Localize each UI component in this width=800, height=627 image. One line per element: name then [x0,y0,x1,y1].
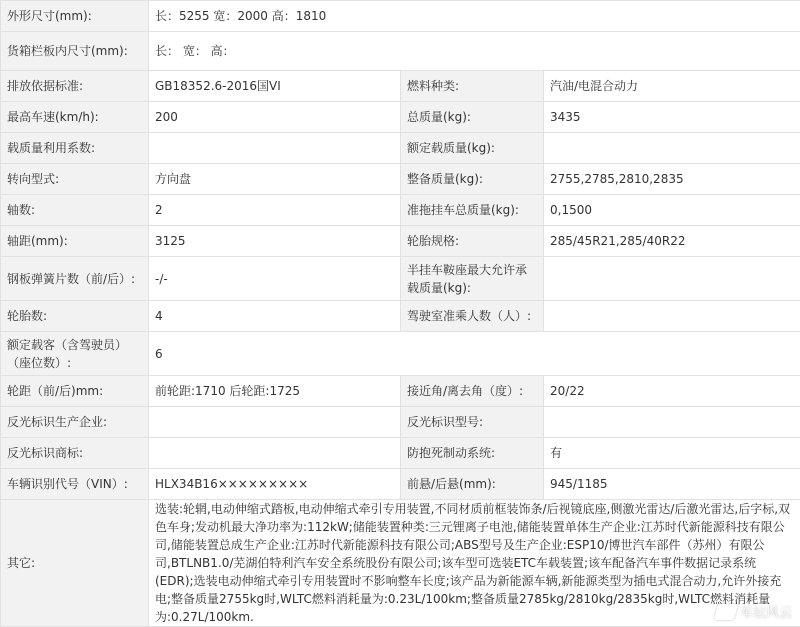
spec-label: 半挂车鞍座最大允许承载质量(kg): [401,257,544,301]
table-row [1,407,800,438]
table-row [1,376,800,407]
spec-label: 轮胎规格: [401,226,544,257]
spec-label: 转向型式: [1,164,149,195]
spec-value: 285/45R21,285/40R22 [544,226,800,257]
spec-label: 整备质量(kg): [401,164,544,195]
spec-value: 3125 [149,226,401,257]
spec-value: 200 [149,102,401,133]
spec-label: 额定载质量(kg): [401,133,544,164]
spec-label: 轴距(mm): [1,226,149,257]
spec-value [544,257,800,301]
table-row [1,500,800,627]
table-row [1,102,800,133]
table-row [1,164,800,195]
spec-value: 2755,2785,2810,2835 [544,164,800,195]
spec-label: 总质量(kg): [401,102,544,133]
table-row [1,195,800,226]
spec-value: 方向盘 [149,164,401,195]
table-row [1,133,800,164]
table-row [1,257,800,301]
spec-label: 排放依据标准: [1,71,149,102]
spec-value: 20/22 [544,376,800,407]
spec-label: 反光标识型号: [401,407,544,438]
spec-value: 前轮距:1710 后轮距:1725 [149,376,401,407]
spec-label: 轴数: [1,195,149,226]
table-row [1,301,800,332]
spec-value [149,133,401,164]
watermark [716,602,792,621]
spec-value [149,407,401,438]
spec-label: 钢板弹簧片数（前/后）: [1,257,149,301]
spec-value: HLX34B16××××××××× [149,469,401,500]
camera-logo-icon [714,604,738,620]
spec-label: 载质量利用系数: [1,133,149,164]
spec-label: 反光标识商标: [1,438,149,469]
spec-label: 驾驶室准乘人数（人）: [401,301,544,332]
spec-value: 945/1185 [544,469,800,500]
spec-label: 燃料种类: [401,71,544,102]
spec-label: 轮胎数: [1,301,149,332]
spec-label: 车辆识别代号（VIN）: [1,469,149,500]
spec-label: 接近角/离去角（度）: [401,376,544,407]
spec-value [544,407,800,438]
spec-label: 最高车速(km/h): [1,102,149,133]
spec-label: 准拖挂车总质量(kg): [401,195,544,226]
spec-value [149,438,401,469]
spec-value: 长： 宽： 高： [149,32,800,71]
table-row [1,226,800,257]
spec-label: 前悬/后悬(mm): [401,469,544,500]
spec-label: 反光标识生产企业: [1,407,149,438]
spec-value: 汽油/电混合动力 [544,71,800,102]
table-row [1,469,800,500]
spec-value: 长：5255 宽：2000 高：1810 [149,1,800,32]
spec-label: 货箱栏板内尺寸(mm): [1,32,149,71]
spec-value: 4 [149,301,401,332]
spec-value: 6 [149,332,800,376]
table-row [1,32,800,71]
spec-label: 轮距（前/后)mm: [1,376,149,407]
table-row [1,1,800,32]
other-label: 其它: [1,500,149,627]
spec-value: 3435 [544,102,800,133]
spec-value: GB18352.6-2016国VI [149,71,401,102]
other-notes: 选装:轮辋,电动伸缩式踏板,电动伸缩式牵引专用装置,不同材质前框装饰条/后视镜底座,侧激光雷达/后激光雷达,后字标,双色车身;发动机最大净功率为:112kW;储能装置种类:三元锂离子电池,储能装置单体生产企业:江苏时代新能源科技有限公司,储能装置总成生产企业:江苏时代新能源科技有限公司;ABS型号及生产企业:ESP10/博世汽车部件（苏州）有限公司,BTLNB1.0/芜湖伯特利汽车安全系统股份有限公司;该车型可选装ETC车载装置;该车配备汽车事件数据记录系统(EDR);选装电动伸缩式牵引专用装置时不影响整车长度;该产品为新能源车辆,新能源类型为插电式混合动力,允许外接充电;整备质量2755kg时,WLTC燃料消耗量为:0.23L/100km;整备质量2785kg/2810kg/2835kg时,WLTC燃料消耗量为:0.27L/100km. [149,500,800,627]
spec-value: -/- [149,257,401,301]
spec-value: 2 [149,195,401,226]
spec-label: 防抱死制动系统: [401,438,544,469]
table-row [1,438,800,469]
spec-value [544,301,800,332]
table-row [1,332,800,376]
spec-value: 0,1500 [544,195,800,226]
spec-value: 有 [544,438,800,469]
spec-label: 外形尺寸(mm): [1,1,149,32]
table-row [1,71,800,102]
watermark-text: 车坛风云 [740,602,792,621]
spec-label: 额定载客（含驾驶员）（座位数）: [1,332,149,376]
spec-value [544,133,800,164]
